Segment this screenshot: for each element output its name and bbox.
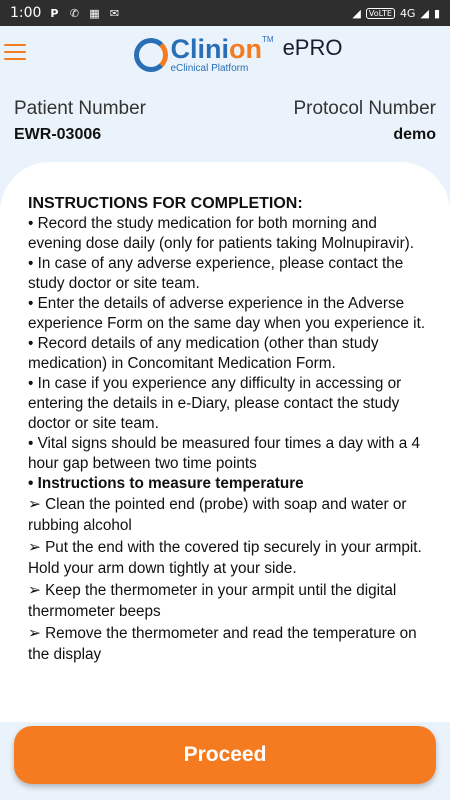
patient-number-block bbox=[14, 98, 146, 144]
hamburger-menu-icon[interactable] bbox=[4, 44, 26, 60]
mail-icon: ✉ bbox=[109, 6, 120, 20]
temperature-step: ➢ Clean the pointed end (probe) with soap and water or rubbing alcohol bbox=[28, 496, 407, 534]
instructions-card[interactable] bbox=[0, 162, 450, 722]
logo-subtitle: eClinical Platform bbox=[170, 63, 249, 74]
logo-epro: ePRO bbox=[282, 35, 343, 60]
calendar-icon: ▦ bbox=[89, 6, 100, 20]
status-right bbox=[352, 7, 440, 20]
proceed-button[interactable]: Proceed bbox=[14, 726, 436, 784]
data-label: 4G bbox=[399, 6, 416, 20]
battery-icon: ▮ bbox=[433, 6, 440, 20]
patient-number-label: Patient Number bbox=[14, 98, 147, 119]
whatsapp-icon: ✆ bbox=[69, 6, 80, 20]
protocol-number-block bbox=[293, 98, 436, 144]
instruction-item: • Record details of any medication (other than study medication) in Concomitant Medication Form. bbox=[28, 335, 379, 372]
clinion-logo bbox=[134, 36, 343, 74]
instruction-item: • Enter the details of adverse experience in the Adverse experience Form on the same day when you experience it. bbox=[28, 295, 426, 332]
instruction-item: • In case of any adverse experience, please contact the study doctor or site team. bbox=[28, 255, 404, 292]
signal-strength-icon: ◢ bbox=[420, 6, 429, 20]
temperature-step: ➢ Remove the thermometer and read the temperature on the display bbox=[28, 625, 417, 663]
app-header bbox=[0, 26, 450, 84]
temperature-heading: • Instructions to measure temperature bbox=[28, 475, 304, 492]
status-bar bbox=[0, 0, 450, 26]
parking-icon: P bbox=[50, 6, 59, 20]
protocol-number-label: Protocol Number bbox=[293, 98, 436, 119]
patient-info-row bbox=[0, 84, 450, 144]
protocol-number-value: demo bbox=[393, 126, 436, 143]
volte-badge: VoLTE bbox=[366, 8, 395, 19]
logo-word: Clinion™ bbox=[170, 34, 274, 64]
instruction-item: • Record the study medication for both morning and evening dose daily (only for patients taking Molnupiravir). bbox=[28, 215, 415, 252]
temperature-step: ➢ Keep the thermometer in your armpit until the digital thermometer beeps bbox=[28, 582, 397, 620]
status-time: 1:00 bbox=[10, 5, 42, 21]
logo-ring-icon bbox=[134, 38, 168, 72]
instruction-item: • In case if you experience any difficulty in accessing or entering the details in e-Diary, please contact the study doctor or site team. bbox=[28, 375, 402, 432]
status-left bbox=[10, 5, 121, 21]
instructions-content bbox=[0, 162, 450, 665]
signal-icon: ◢ bbox=[352, 6, 361, 20]
instruction-item: • Vital signs should be measured four times a day with a 4 hour gap between two time points bbox=[28, 435, 420, 472]
temperature-step: ➢ Put the end with the covered tip securely in your armpit. Hold your arm down tightly at your side. bbox=[28, 539, 422, 577]
patient-number-value: EWR-03006 bbox=[14, 126, 102, 143]
instructions-title: INSTRUCTIONS FOR COMPLETION: bbox=[28, 195, 303, 212]
